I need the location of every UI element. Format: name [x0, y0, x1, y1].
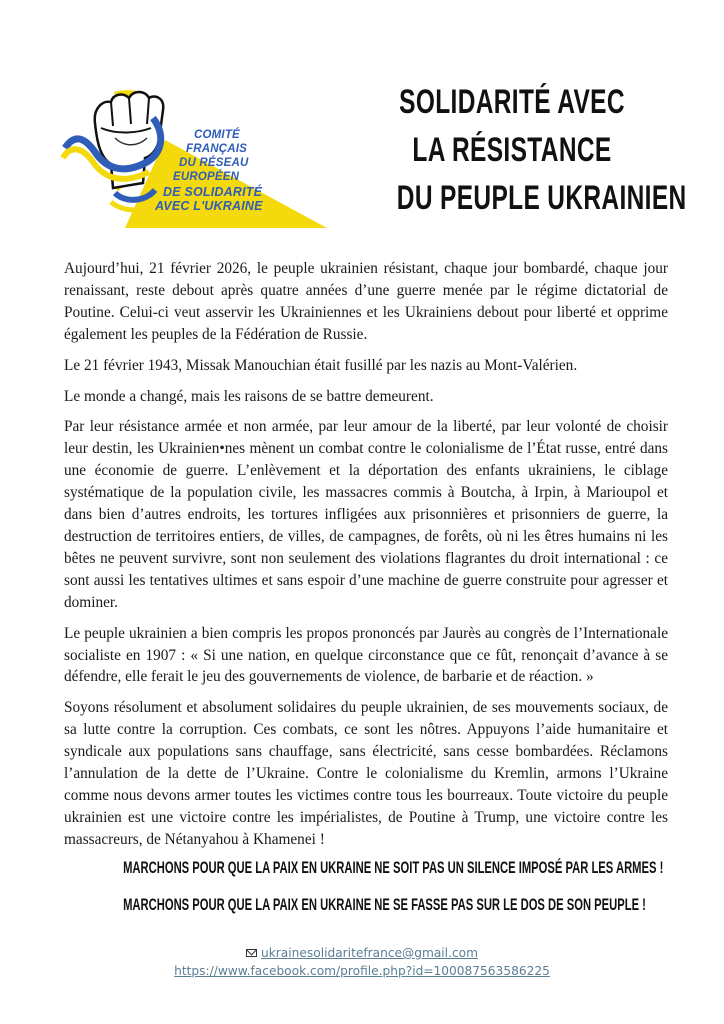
slogans: [0, 858, 724, 932]
contact-info: [0, 944, 724, 980]
facebook-link[interactable]: https://www.facebook.com/profile.php?id=100087563586225: [174, 964, 550, 978]
logo-line: DU RÉSEAU: [179, 157, 249, 169]
paragraph: Par leur résistance armée et non armée, par leur amour de la liberté, par leur volonté de choisir leur destin, les Ukrainien•nes mènent un combat contre le colonialisme de l’État russe, entré dans une économie de guerre. L’enlèvement et la déportation des enfants ukrainiens, le ciblage systématique de la population civile, les massacres commis à Boutcha, à Irpin, à Marioupol et dans bien d’autres endroits, les tortures infligées aux prisonnières et prisonniers de guerre, la destruction de territoires entiers, de villes, de campagnes, de forêts, où ni les êtres humains ni les bêtes ne peuvent survivre, sont non seulement des violations flagrantes du droit international : ce sont aussi les tentatives ultimes et sans espoir d’une machine de guerre construite pour agresser et dominer.: [64, 418, 668, 611]
logo-text: [55, 78, 345, 233]
logo-line: EUROPÉEN: [173, 171, 240, 183]
committee-logo: [55, 78, 345, 233]
title-line: DU PEUPLE UKRAINIEN: [396, 179, 687, 217]
paragraph: Soyons résolument et absolument solidaires du peuple ukrainien, de ses mouvements sociaux, de sa lutte contre la corruption. Ces combats, ce sont les nôtres. Appuyons l’aide humanitaire et syndicale aux populations sans chauffage, sans électricité, sans cesse bombardées. Réclamons l’annulation de la dette de l’Ukraine. Contre le colonialisme du Kremlin, armons l’Ukraine comme nous devons armer toutes les victimes contre tous les bourreaux. Toute victoire du peuple ukrainien est une victoire contre les impérialistes, de Poutine à Trump, une victoire contre les massacreurs, de Nétanyahou à Khamenei !: [64, 699, 668, 848]
logo-line: AVEC L'UKRAINE: [155, 199, 263, 213]
email-link[interactable]: ukrainesolidaritefrance@gmail.com: [261, 946, 478, 960]
page-title: [352, 78, 687, 222]
logo-line: FRANÇAIS: [186, 143, 248, 155]
facebook-row: [0, 962, 724, 980]
slogan: MARCHONS POUR QUE LA PAIX EN UKRAINE NE SE FASSE PAS SUR LE DOS DE SON PEUPLE !: [123, 895, 646, 914]
paragraph: Le peuple ukrainien a bien compris les propos prononcés par Jaurès au congrès de l’Internationale socialiste en 1907 : « Si une nation, en quelque circonstance que ce fût, renonçait d’avance à se défendre, elle ferait le jeu des gouvernements de violence, de barbarie et de réaction. »: [64, 624, 668, 686]
paragraph: Aujourd’hui, 21 février 2026, le peuple ukrainien résistant, chaque jour bombardé, chaque jour renaissant, reste debout après quatre années d’une guerre menée par le régime dictatorial de Poutine. Celui-ci veut asservir les Ukrainiennes et les Ukrainiens debout pour liberté et opprime également les peuples de la Fédération de Russie.: [64, 260, 668, 343]
statement-body: [64, 258, 668, 860]
title-line: SOLIDARITÉ AVEC: [399, 83, 625, 121]
logo-line: DE SOLIDARITÉ: [163, 185, 263, 199]
envelope-icon: [246, 949, 257, 957]
title-line: LA RÉSISTANCE: [412, 131, 612, 169]
paragraph: Le monde a changé, mais les raisons de se battre demeurent.: [64, 387, 434, 405]
slogan: MARCHONS POUR QUE LA PAIX EN UKRAINE NE SOIT PAS UN SILENCE IMPOSÉ PAR LES ARMES !: [123, 858, 664, 877]
email-row: [0, 944, 724, 962]
paragraph: Le 21 février 1943, Missak Manouchian était fusillé par les nazis au Mont-Valérien.: [64, 356, 578, 374]
logo-line: COMITÉ: [194, 129, 240, 141]
